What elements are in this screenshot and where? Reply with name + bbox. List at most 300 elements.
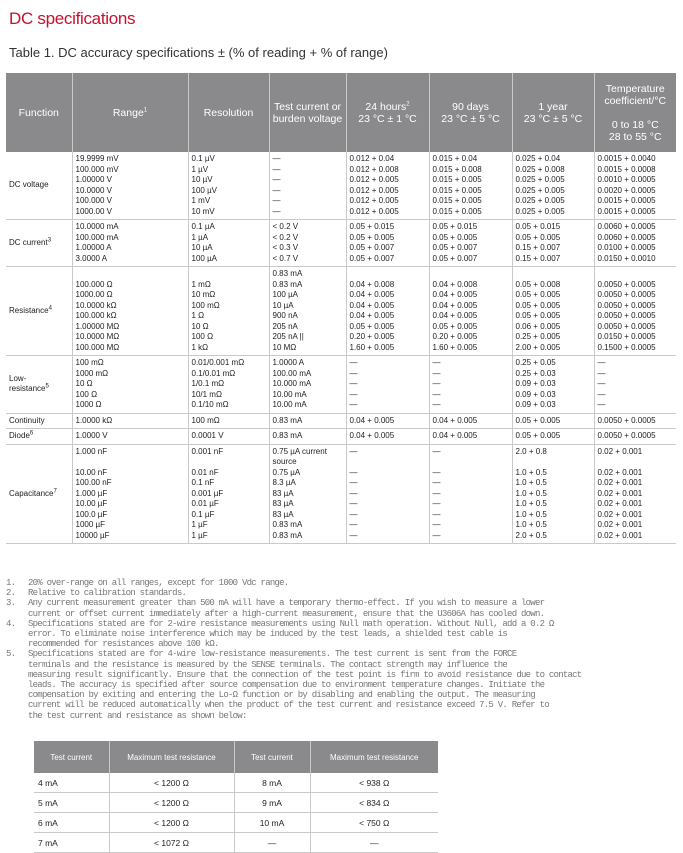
- lr-header-cell: Test current: [234, 741, 310, 773]
- y1-cell: [512, 429, 594, 445]
- range-cell: [72, 152, 188, 220]
- cell-value: 10/1 mΩ: [191, 389, 222, 399]
- cell-value: 100 Ω: [75, 389, 98, 399]
- cell-value: 10 µA: [272, 300, 294, 310]
- cell-value: —: [272, 206, 281, 216]
- footnote-number: 5.: [6, 649, 16, 660]
- cell-value: 0.05 + 0.005: [515, 431, 561, 440]
- cell-value: 0.83 mA: [272, 520, 303, 529]
- table-row: [6, 444, 676, 544]
- d90-cell: [429, 429, 512, 445]
- cell-value: 0.0100 + 0.0005: [597, 243, 656, 252]
- cell-value: 10 µV: [191, 175, 213, 184]
- range-cell: [72, 267, 188, 356]
- cell-value: 100.00 mA: [272, 368, 312, 378]
- cell-value: —: [432, 446, 441, 456]
- footnote-text: [28, 598, 678, 618]
- footnote-ref: 7: [53, 487, 57, 494]
- cell-value: 0.05 + 0.005: [515, 290, 561, 299]
- cell-value: 0.83 mA: [272, 415, 303, 425]
- h24-cell: [346, 429, 429, 445]
- lr-header-cell: Maximum test resistance: [109, 741, 234, 773]
- range-cell: [72, 413, 188, 429]
- cell-value: 1.0000 V: [75, 431, 108, 440]
- cell-value: 0.25 + 0.05: [515, 358, 556, 367]
- cell-value: 10.00 mA: [272, 400, 307, 409]
- lr-header-row: [34, 741, 438, 773]
- cell-value: 0.0050 + 0.0005: [597, 300, 656, 310]
- lr-table-cell: 8 mA: [234, 773, 310, 793]
- cell-value: 0.012 + 0.008: [349, 164, 399, 174]
- cell-value: 1 mΩ: [191, 279, 211, 289]
- cell-value: 100.000 V: [75, 196, 112, 205]
- cell-value: 0.02 + 0.001: [597, 530, 643, 540]
- cell-value: 100 µA: [191, 253, 218, 263]
- y1-cell: [512, 444, 594, 544]
- footnote-line: 20% over-range on all ranges, except for 1000 Vdc range.: [28, 578, 289, 588]
- lr-table-row: [34, 773, 438, 793]
- cell-value: 0.09 + 0.03: [515, 379, 556, 388]
- cell-value: 0.025 + 0.04: [515, 154, 561, 163]
- cell-value: [598, 457, 674, 468]
- cell-value: 1.0 + 0.5: [515, 509, 547, 519]
- lr-table-cell: < 750 Ω: [310, 813, 438, 833]
- table-row: [6, 413, 676, 429]
- cell-value: 0.0015 + 0.0008: [597, 164, 656, 174]
- cell-value: [192, 269, 266, 280]
- function-cell: [6, 267, 72, 356]
- cell-value: 0.05 + 0.005: [432, 232, 478, 242]
- cell-value: 1.0 + 0.5: [515, 467, 547, 477]
- low-resistance-test-current-table: [34, 741, 438, 853]
- cell-value: 0.02 + 0.001: [597, 478, 643, 487]
- lr-table-row: [34, 813, 438, 833]
- cell-value: 19.9999 mV: [75, 154, 119, 163]
- cell-value: 83 µA: [272, 509, 294, 519]
- footnote-ref: 6: [29, 430, 34, 437]
- cell-value: 2.0 + 0.5: [515, 530, 547, 540]
- cell-value: —: [349, 389, 358, 399]
- cell-value: 100.000 kΩ: [75, 311, 117, 320]
- cell-value: 100.000 MΩ: [75, 342, 120, 352]
- cell-value: 10.0000 kΩ: [75, 300, 117, 310]
- cell-value: 0.83 mA: [272, 530, 303, 540]
- cell-value: 1000.00 Ω: [75, 290, 113, 299]
- lr-table-cell: < 1200 Ω: [109, 773, 234, 793]
- cell-value: 10 Ω: [191, 321, 209, 331]
- cell-value: —: [272, 196, 281, 205]
- cell-value: 0.04 + 0.005: [432, 300, 478, 310]
- lr-table-cell: 9 mA: [234, 793, 310, 813]
- table-header-row: [6, 73, 676, 152]
- cell-value: —: [432, 358, 441, 367]
- temp-cell: [594, 356, 676, 414]
- footnotes: [6, 578, 678, 721]
- cell-value: —: [432, 379, 441, 388]
- cell-value: 0.0050 + 0.0005: [597, 290, 656, 299]
- cell-value: 1 µF: [191, 520, 208, 529]
- temp-cell: [594, 220, 676, 267]
- footnote: [6, 619, 678, 650]
- resolution-cell: [188, 413, 269, 429]
- range-cell: [72, 220, 188, 267]
- cell-value: 0.025 + 0.005: [515, 175, 565, 184]
- cell-value: —: [272, 185, 281, 195]
- cell-value: 100.000 mA: [75, 232, 119, 242]
- cell-value: 0.0020 + 0.0005: [597, 185, 656, 195]
- header-test-current: Test current or burden voltage: [269, 73, 346, 152]
- cell-value: —: [597, 389, 606, 399]
- footnote-line: measuring result significantly. Ensure that the connection of the test point is firm to avoid resistance due to contact: [28, 669, 582, 680]
- function-label: Diode: [9, 431, 30, 440]
- cell-value: —: [432, 400, 441, 409]
- lr-table-cell: 10 mA: [234, 813, 310, 833]
- cell-value: 0.05 + 0.005: [349, 321, 395, 331]
- cell-value: 0.0050 + 0.0005: [597, 279, 656, 289]
- cell-value: 0.001 µF: [191, 488, 224, 498]
- cell-value: 0.04 + 0.005: [349, 290, 395, 299]
- lr-table-cell: 6 mA: [34, 813, 109, 833]
- y1-cell: [512, 413, 594, 429]
- cell-value: 0.04 + 0.005: [432, 311, 478, 320]
- cell-value: 83 µA: [272, 499, 294, 508]
- cell-value: 0.05 + 0.007: [349, 253, 395, 263]
- cell-value: —: [432, 467, 441, 477]
- table-row: [6, 356, 676, 414]
- cell-value: 100 Ω: [191, 332, 214, 341]
- temp-cell: [594, 267, 676, 356]
- d90-cell: [429, 267, 512, 356]
- cell-value: [76, 457, 185, 468]
- footnote-line: Relative to calibration standards.: [28, 588, 187, 599]
- h24-cell: [346, 152, 429, 220]
- cell-value: 100.000 mV: [75, 164, 119, 174]
- cell-value: —: [432, 478, 441, 487]
- footnote-line: Specifications stated are for 4-wire low-resistance measurements. The test current is sent from the FORCE: [28, 649, 517, 660]
- table-row: [6, 429, 676, 445]
- cell-value: 0.02 + 0.001: [597, 488, 643, 498]
- cell-value: —: [349, 499, 358, 508]
- cell-value: —: [349, 467, 358, 477]
- function-label: DC current: [9, 237, 48, 247]
- test-cell: [269, 267, 346, 356]
- cell-value: 0.83 mA: [272, 279, 303, 289]
- cell-value: 0.05 + 0.005: [515, 311, 561, 320]
- cell-value: 0.0050 + 0.0005: [597, 311, 656, 320]
- cell-value: 0.05 + 0.007: [349, 243, 395, 252]
- cell-value: 0.0060 + 0.0005: [597, 222, 656, 231]
- cell-value: 0.05 + 0.015: [349, 222, 395, 231]
- footnote-line: current or offset current immediately after a high-current measurement, ensure that the U3606A has cooled down.: [28, 608, 545, 619]
- cell-value: 0.83 mA: [272, 431, 303, 440]
- table-body: [6, 152, 676, 544]
- cell-value: 0.0015 + 0.0040: [597, 154, 656, 163]
- cell-value: 0.05 + 0.005: [349, 232, 395, 242]
- cell-value: 1 µA: [191, 232, 209, 242]
- lr-header-cell: Maximum test resistance: [310, 741, 438, 773]
- cell-value: [516, 269, 591, 280]
- cell-value: 0.0050 + 0.0005: [597, 321, 656, 331]
- cell-value: source: [272, 457, 297, 466]
- cell-value: 1 µV: [191, 164, 209, 174]
- footnote: [6, 598, 678, 618]
- cell-value: 1 µF: [191, 530, 208, 540]
- cell-value: 8.3 µA: [272, 478, 296, 487]
- cell-value: 0.0010 + 0.0005: [597, 175, 656, 184]
- cell-value: —: [432, 499, 441, 508]
- cell-value: —: [432, 389, 441, 399]
- cell-value: —: [272, 175, 281, 184]
- cell-value: 0.012 + 0.04: [349, 154, 395, 163]
- cell-value: 1.00000 A: [75, 243, 112, 252]
- d90-cell: [429, 152, 512, 220]
- cell-value: —: [597, 379, 606, 388]
- cell-value: 0.0001 V: [191, 431, 224, 440]
- cell-value: 10.0000 mA: [75, 222, 119, 231]
- lr-table-row: [34, 793, 438, 813]
- cell-value: 0.05 + 0.005: [515, 232, 561, 242]
- cell-value: 1.000 nF: [75, 446, 108, 456]
- lr-table-cell: 5 mA: [34, 793, 109, 813]
- cell-value: [433, 457, 509, 468]
- function-cell: [6, 444, 72, 544]
- cell-value: 0.012 + 0.005: [349, 196, 399, 205]
- cell-value: 0.02 + 0.001: [597, 467, 643, 477]
- test-cell: [269, 356, 346, 414]
- cell-value: 0.01/0.001 mΩ: [191, 358, 245, 367]
- cell-value: —: [597, 368, 606, 378]
- header-90-days: 90 days 23 °C ± 5 °C: [429, 73, 512, 152]
- cell-value: 10.00 µF: [75, 499, 108, 508]
- footnote-line: the test current and resistance as shown below:: [28, 710, 247, 721]
- lr-header-cell: Test current: [34, 741, 109, 773]
- y1-cell: [512, 267, 594, 356]
- cell-value: 0.05 + 0.005: [515, 300, 561, 310]
- range-cell: [72, 429, 188, 445]
- footnote-line: Specifications stated are for 2-wire resistance measurements using Null math operation. Without Null, add a 0.2 Ω: [28, 618, 554, 629]
- cell-value: 2.00 + 0.005: [515, 342, 561, 352]
- cell-value: 0.015 + 0.008: [432, 164, 482, 174]
- y1-cell: [512, 356, 594, 414]
- function-label: Low-: [9, 373, 27, 383]
- cell-value: 0.05 + 0.015: [432, 222, 478, 231]
- cell-value: 0.04 + 0.005: [432, 415, 478, 425]
- cell-value: 1/0.1 mΩ: [191, 379, 225, 388]
- cell-value: 0.012 + 0.005: [349, 175, 399, 184]
- cell-value: < 0.2 V: [272, 232, 299, 242]
- footnote-text: [28, 578, 678, 588]
- resolution-cell: [188, 267, 269, 356]
- cell-value: 0.04 + 0.005: [349, 415, 395, 425]
- cell-value: 0.0150 + 0.0005: [597, 332, 656, 341]
- cell-value: 0.05 + 0.007: [432, 243, 478, 252]
- cell-value: 205 nA: [272, 321, 298, 331]
- cell-value: 0.02 + 0.001: [597, 499, 643, 508]
- cell-value: 0.0050 + 0.0005: [597, 415, 656, 425]
- cell-value: < 0.2 V: [272, 222, 299, 231]
- cell-value: 1000 µF: [75, 520, 106, 529]
- cell-value: 0.20 + 0.005: [349, 332, 395, 341]
- cell-value: —: [432, 488, 441, 498]
- footnote-line: error. To eliminate noise interference which may be induced by the test leads, a shielded test cable is: [28, 629, 508, 640]
- cell-value: 0.75 µA current: [272, 446, 327, 456]
- cell-value: 0.012 + 0.005: [349, 185, 399, 195]
- cell-value: 0.04 + 0.005: [349, 431, 395, 440]
- cell-value: 205 nA ||: [272, 332, 304, 341]
- cell-value: 10 mΩ: [191, 290, 216, 299]
- footnote-line: current will be reduced automatically when the product of the test current and resistance exceed 7.5 V. Refer to: [28, 700, 549, 711]
- temp-cell: [594, 152, 676, 220]
- cell-value: 10 mV: [191, 206, 215, 216]
- footnote-text: [28, 649, 678, 720]
- cell-value: 10.00 mA: [272, 389, 307, 399]
- cell-value: —: [597, 358, 606, 367]
- lr-table-cell: 7 mA: [34, 833, 109, 853]
- page-title: DC specifications: [9, 9, 136, 28]
- cell-value: —: [432, 509, 441, 519]
- footnote-text: [28, 619, 678, 650]
- cell-value: 0.0015 + 0.0005: [597, 196, 656, 205]
- resolution-cell: [188, 444, 269, 544]
- header-function: Function: [6, 73, 72, 152]
- d90-cell: [429, 413, 512, 429]
- function-cell: [6, 429, 72, 445]
- function-cell: [6, 356, 72, 414]
- footnote-number: 1.: [6, 578, 16, 588]
- cell-value: 83 µA: [272, 488, 294, 498]
- cell-value: 2.0 + 0.8: [515, 446, 547, 456]
- cell-value: 0.15 + 0.007: [515, 243, 561, 252]
- footnote-ref: 4: [48, 305, 52, 312]
- cell-value: 1.0 + 0.5: [515, 520, 547, 529]
- cell-value: 0.1/10 mΩ: [191, 400, 229, 409]
- cell-value: 0.09 + 0.03: [515, 389, 556, 399]
- cell-value: 0.025 + 0.005: [515, 196, 565, 205]
- footnote: [6, 649, 678, 720]
- resolution-cell: [188, 356, 269, 414]
- cell-value: 1.000 µF: [75, 488, 108, 498]
- y1-cell: [512, 220, 594, 267]
- cell-value: [516, 457, 591, 468]
- footnote-ref: 3: [47, 237, 52, 244]
- cell-value: 0.05 + 0.008: [515, 279, 561, 289]
- test-cell: [269, 220, 346, 267]
- footnote-number: 3.: [6, 598, 16, 609]
- cell-value: —: [349, 446, 358, 456]
- cell-value: 100 µV: [191, 185, 218, 195]
- cell-value: —: [272, 164, 281, 174]
- cell-value: 0.06 + 0.005: [515, 321, 561, 331]
- lr-table-body: [34, 773, 438, 853]
- cell-value: 0.0015 + 0.0005: [597, 206, 656, 216]
- function-cell: [6, 413, 72, 429]
- cell-value: —: [349, 509, 358, 519]
- d90-cell: [429, 220, 512, 267]
- cell-value: 10 Ω: [75, 379, 93, 388]
- lr-table-cell: —: [234, 833, 310, 853]
- header-resolution: Resolution: [188, 73, 269, 152]
- cell-value: 900 nA: [272, 311, 298, 320]
- cell-value: 0.75 µA: [272, 467, 301, 477]
- resolution-cell: [188, 152, 269, 220]
- cell-value: 100 mΩ: [191, 415, 220, 425]
- cell-value: 0.09 + 0.03: [515, 400, 556, 409]
- cell-value: 0.01 µF: [191, 499, 219, 508]
- cell-value: 0.1 µV: [191, 154, 215, 163]
- cell-value: 0.02 + 0.001: [597, 509, 643, 519]
- footnote-number: 4.: [6, 618, 16, 629]
- cell-value: [76, 269, 185, 280]
- header-24-hours: 24 hours$^2$ 23 °C ± 1 °C: [346, 73, 429, 152]
- cell-value: 10 MΩ: [272, 342, 297, 352]
- cell-value: 1 Ω: [191, 311, 205, 320]
- footnote-line: terminals and the resistance is measured by the SENSE terminals. The contact strength may influence the: [28, 659, 508, 670]
- cell-value: —: [597, 400, 606, 409]
- lr-table-cell: < 834 Ω: [310, 793, 438, 813]
- cell-value: < 0.3 V: [272, 243, 299, 252]
- table-row: [6, 152, 676, 220]
- cell-value: —: [349, 368, 358, 378]
- cell-value: 0.01 nF: [191, 467, 219, 477]
- cell-value: 0.05 + 0.005: [432, 321, 478, 331]
- cell-value: 0.025 + 0.008: [515, 164, 565, 174]
- cell-value: 0.15 + 0.007: [515, 253, 561, 263]
- temp-cell: [594, 444, 676, 544]
- cell-value: 0.05 + 0.015: [515, 222, 561, 231]
- cell-value: 1000.00 V: [75, 206, 112, 216]
- footnote-line: Any current measurement greater than 500 mA will have a temporary thermo-effect. If you wish to measure a lower: [28, 598, 545, 609]
- test-cell: [269, 444, 346, 544]
- cell-value: 0.015 + 0.005: [432, 206, 482, 216]
- cell-value: 0.1500 + 0.0005: [597, 342, 656, 352]
- cell-value: 0.015 + 0.005: [432, 175, 482, 184]
- cell-value: [350, 269, 426, 280]
- cell-value: 1 mV: [191, 196, 211, 205]
- cell-value: 10 µA: [191, 243, 213, 252]
- cell-value: 1.0 + 0.5: [515, 488, 547, 498]
- cell-value: 100.000 Ω: [75, 279, 113, 289]
- cell-value: 0.20 + 0.005: [432, 332, 478, 341]
- cell-value: 0.04 + 0.008: [349, 279, 395, 289]
- cell-value: 10.000 mA: [272, 379, 312, 388]
- cell-value: 0.05 + 0.005: [515, 415, 561, 425]
- function-label: resistance: [9, 384, 46, 394]
- resolution-cell: [188, 220, 269, 267]
- footnote-text: [28, 588, 678, 598]
- footnote: [6, 578, 678, 588]
- cell-value: —: [349, 379, 358, 388]
- cell-value: —: [349, 530, 358, 540]
- lr-table-row: [34, 833, 438, 853]
- cell-value: 0.0150 + 0.0010: [597, 253, 656, 263]
- cell-value: 0.25 + 0.03: [515, 368, 556, 378]
- cell-value: 1.0 + 0.5: [515, 499, 547, 508]
- cell-value: —: [349, 488, 358, 498]
- cell-value: —: [432, 368, 441, 378]
- cell-value: [598, 269, 674, 280]
- cell-value: 10.0000 MΩ: [75, 332, 120, 341]
- range-cell: [72, 356, 188, 414]
- function-label: DC voltage: [9, 180, 49, 190]
- cell-value: 1.60 + 0.005: [349, 342, 395, 352]
- cell-value: 10000 µF: [75, 530, 110, 540]
- function-label: Continuity: [9, 415, 45, 425]
- header-temperature-coefficient: Temperature coefficient/°C 0 to 18 °C 28 to 55 °C: [594, 73, 676, 152]
- table-row: [6, 267, 676, 356]
- cell-value: 1 kΩ: [191, 342, 209, 352]
- d90-cell: [429, 444, 512, 544]
- cell-value: 0.025 + 0.005: [515, 185, 565, 195]
